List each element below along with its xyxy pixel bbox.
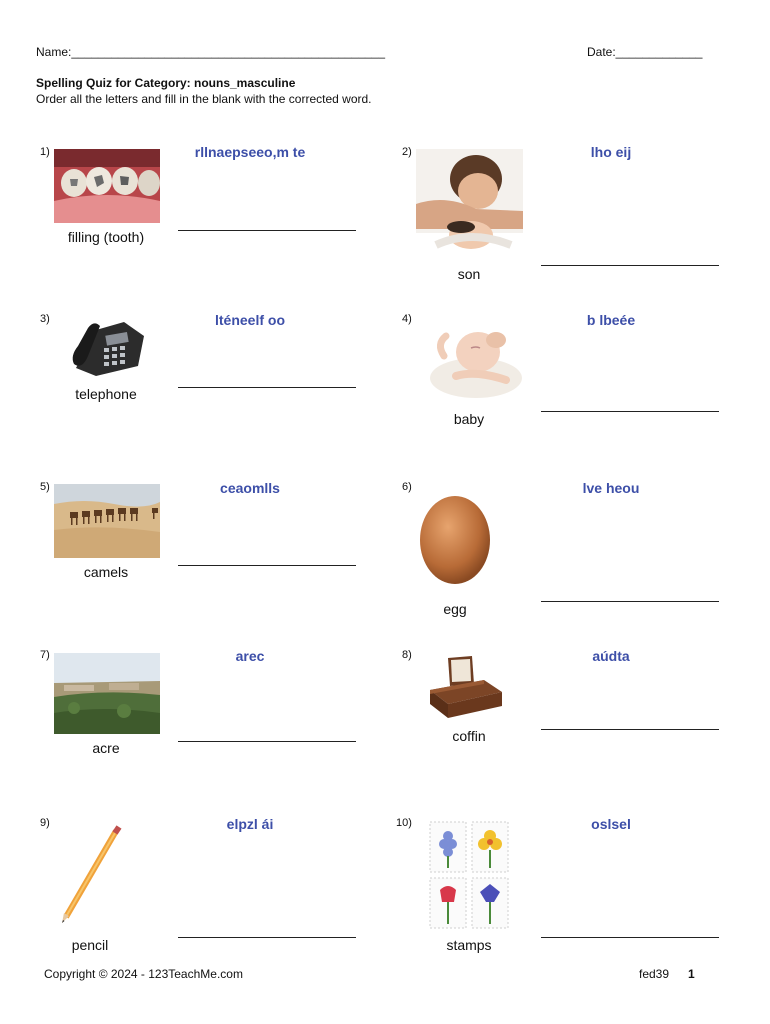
- scrambled-word: lho eij: [590, 144, 632, 160]
- instructions: Order all the letters and fill in the blank with the corrected word.: [36, 92, 372, 106]
- acre-image: [54, 653, 160, 734]
- item-number: 6): [402, 481, 412, 493]
- baby-image: [416, 316, 522, 402]
- egg-image: [416, 492, 494, 586]
- filling-tooth-image: [54, 149, 160, 223]
- scrambled-word: arec: [235, 648, 265, 664]
- pencil-image: [58, 825, 124, 925]
- picture-caption: filling (tooth): [67, 229, 145, 245]
- item-number: 9): [40, 817, 50, 829]
- item-number: 4): [402, 313, 412, 325]
- camels-image: [54, 484, 160, 558]
- item-number: 10): [396, 817, 412, 829]
- scrambled-word: ceaomlls: [220, 480, 280, 496]
- picture-caption: stamps: [446, 937, 492, 953]
- picture-caption: son: [457, 266, 481, 282]
- answer-line[interactable]: [541, 411, 719, 412]
- answer-line[interactable]: [178, 565, 356, 566]
- answer-line[interactable]: [178, 741, 356, 742]
- picture-caption: acre: [92, 740, 120, 756]
- item-number: 7): [40, 649, 50, 661]
- scrambled-word: rllnaepseeo,m te: [194, 144, 306, 160]
- scrambled-word: aúdta: [592, 648, 630, 664]
- scrambled-word: lve heou: [582, 480, 640, 496]
- item-number: 2): [402, 146, 412, 158]
- worksheet-code: fed39: [639, 967, 670, 981]
- stamps-image: [428, 820, 510, 932]
- item-number: 8): [402, 649, 412, 661]
- telephone-image: [66, 316, 148, 380]
- answer-line[interactable]: [541, 937, 719, 938]
- picture-caption: telephone: [75, 386, 137, 402]
- answer-line[interactable]: [541, 265, 719, 266]
- son-image: [416, 149, 523, 259]
- scrambled-word: elpzl ái: [226, 816, 274, 832]
- answer-line[interactable]: [178, 387, 356, 388]
- item-number: 5): [40, 481, 50, 493]
- picture-caption: camels: [83, 564, 129, 580]
- scrambled-word: lténeelf oo: [214, 312, 285, 328]
- answer-line[interactable]: [541, 729, 719, 730]
- date-field-label: Date:_____________: [587, 45, 703, 59]
- picture-caption: egg: [443, 601, 467, 617]
- picture-caption: coffin: [452, 728, 486, 744]
- copyright-notice: Copyright © 2024 - 123TeachMe.com: [44, 967, 243, 981]
- coffin-image: [426, 654, 506, 722]
- item-number: 1): [40, 146, 50, 158]
- scrambled-word: oslsel: [591, 816, 631, 832]
- name-field-label: Name:_______________________________________________: [36, 45, 386, 59]
- answer-line[interactable]: [541, 601, 719, 602]
- answer-line[interactable]: [178, 230, 356, 231]
- picture-caption: pencil: [71, 937, 109, 953]
- answer-line[interactable]: [178, 937, 356, 938]
- page-number: 1: [688, 967, 695, 981]
- picture-caption: baby: [453, 411, 485, 427]
- quiz-title: Spelling Quiz for Category: nouns_masculine: [36, 76, 296, 90]
- scrambled-word: b lbeée: [586, 312, 636, 328]
- item-number: 3): [40, 313, 50, 325]
